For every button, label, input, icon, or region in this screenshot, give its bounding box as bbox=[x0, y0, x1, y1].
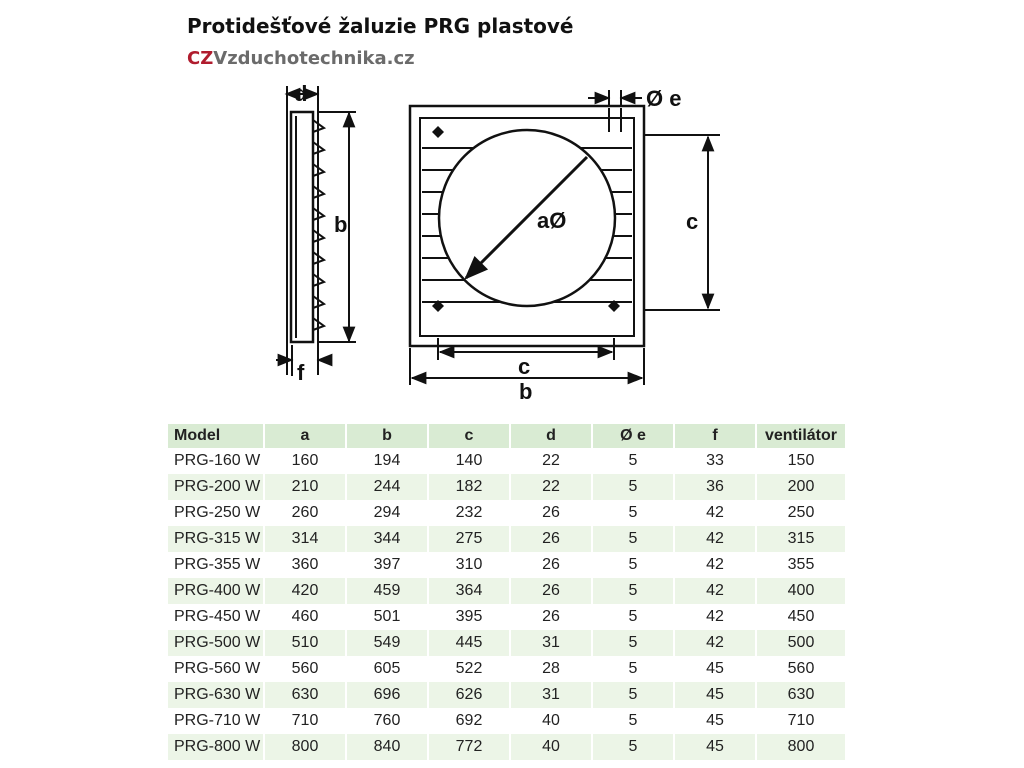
cell-e: 5 bbox=[628, 712, 638, 729]
table-row bbox=[168, 552, 845, 578]
cell-ventilator: 400 bbox=[757, 578, 845, 604]
cell-c: 364 bbox=[429, 578, 509, 604]
cell-e: 5 bbox=[593, 630, 673, 656]
cell-c: 395 bbox=[455, 608, 483, 625]
table-row bbox=[168, 604, 845, 630]
cell-f: 42 bbox=[675, 630, 755, 656]
cell-e: 5 bbox=[628, 504, 638, 521]
cell-f: 36 bbox=[675, 474, 755, 500]
cell-b: 605 bbox=[373, 660, 401, 677]
col-header-b: b bbox=[347, 424, 427, 448]
col-header-model: Model bbox=[168, 424, 263, 448]
dim-c-bottom-label: c bbox=[518, 354, 531, 379]
col-header-a: a bbox=[265, 424, 345, 448]
cell-d: 22 bbox=[511, 474, 591, 500]
cell-c: 140 bbox=[455, 452, 483, 469]
cell-c: 275 bbox=[429, 526, 509, 552]
col-header-e: Ø e bbox=[593, 424, 673, 448]
cell-a: 560 bbox=[291, 660, 319, 677]
table-row bbox=[168, 656, 845, 682]
cell-f: 42 bbox=[706, 504, 724, 521]
front-view bbox=[410, 90, 720, 385]
cell-model: PRG-315 W bbox=[168, 526, 263, 552]
cell-e: 5 bbox=[628, 660, 638, 677]
cell-ventilator: 150 bbox=[787, 452, 815, 469]
page-title: Protidešťové žaluzie PRG plastové bbox=[187, 14, 574, 38]
table-header-row bbox=[168, 424, 845, 448]
cell-f: 45 bbox=[675, 734, 755, 760]
table-row bbox=[168, 630, 845, 656]
cell-e: 5 bbox=[593, 526, 673, 552]
cell-d: 26 bbox=[542, 504, 560, 521]
cell-a: 260 bbox=[291, 504, 319, 521]
brand-name: Vzduchotechnika.cz bbox=[213, 48, 415, 69]
cell-a: 314 bbox=[265, 526, 345, 552]
cell-a: 800 bbox=[265, 734, 345, 760]
cell-f: 45 bbox=[706, 712, 724, 729]
cell-b: 294 bbox=[373, 504, 401, 521]
cell-model: PRG-400 W bbox=[168, 578, 263, 604]
cell-e: 5 bbox=[593, 682, 673, 708]
cell-d: 26 bbox=[542, 608, 560, 625]
cell-c: 692 bbox=[455, 712, 483, 729]
cell-model: PRG-800 W bbox=[168, 734, 263, 760]
table-row bbox=[168, 734, 845, 760]
cell-d: 26 bbox=[542, 556, 560, 573]
col-header-d: d bbox=[511, 424, 591, 448]
cell-e: 5 bbox=[593, 474, 673, 500]
cell-model: PRG-355 W bbox=[174, 556, 261, 573]
cell-ventilator: 200 bbox=[757, 474, 845, 500]
table-row bbox=[168, 500, 845, 526]
cell-ventilator: 800 bbox=[757, 734, 845, 760]
cell-f: 42 bbox=[675, 526, 755, 552]
cell-ventilator: 450 bbox=[787, 608, 815, 625]
cell-model: PRG-710 W bbox=[174, 712, 261, 729]
cell-model: PRG-200 W bbox=[168, 474, 263, 500]
cell-e: 5 bbox=[628, 452, 638, 469]
table-row bbox=[168, 474, 845, 500]
cell-b: 696 bbox=[347, 682, 427, 708]
cell-d: 31 bbox=[511, 682, 591, 708]
col-header-c: c bbox=[429, 424, 509, 448]
cell-d: 26 bbox=[511, 526, 591, 552]
cell-d: 40 bbox=[511, 734, 591, 760]
cell-d: 26 bbox=[511, 578, 591, 604]
cell-model: PRG-630 W bbox=[168, 682, 263, 708]
cell-model: PRG-500 W bbox=[168, 630, 263, 656]
cell-a: 360 bbox=[291, 556, 319, 573]
cell-e: 5 bbox=[628, 608, 638, 625]
cell-c: 310 bbox=[455, 556, 483, 573]
cell-b: 501 bbox=[373, 608, 401, 625]
cell-e: 5 bbox=[628, 556, 638, 573]
cell-b: 397 bbox=[373, 556, 401, 573]
table-row bbox=[168, 708, 845, 734]
dim-a-label: aØ bbox=[537, 208, 567, 233]
cell-c: 232 bbox=[455, 504, 483, 521]
cell-d: 28 bbox=[542, 660, 560, 677]
cell-b: 194 bbox=[373, 452, 401, 469]
dim-c-right-label: c bbox=[686, 209, 699, 234]
cell-a: 420 bbox=[265, 578, 345, 604]
cell-d: 40 bbox=[542, 712, 560, 729]
cell-e: 5 bbox=[593, 578, 673, 604]
dim-d-label: d bbox=[294, 81, 308, 106]
cell-a: 510 bbox=[265, 630, 345, 656]
cell-c: 182 bbox=[429, 474, 509, 500]
cell-b: 760 bbox=[373, 712, 401, 729]
col-header-f: f bbox=[675, 424, 755, 448]
brand-prefix: CZ bbox=[187, 48, 214, 69]
cell-ventilator: 355 bbox=[787, 556, 815, 573]
cell-ventilator: 500 bbox=[757, 630, 845, 656]
spec-table bbox=[166, 424, 847, 760]
cell-b: 344 bbox=[347, 526, 427, 552]
cell-b: 244 bbox=[347, 474, 427, 500]
cell-a: 210 bbox=[265, 474, 345, 500]
cell-e: 5 bbox=[593, 734, 673, 760]
cell-f: 45 bbox=[675, 682, 755, 708]
table-row bbox=[168, 448, 845, 474]
cell-f: 45 bbox=[706, 660, 724, 677]
cell-a: 710 bbox=[291, 712, 319, 729]
cell-model: PRG-450 W bbox=[174, 608, 261, 625]
cell-d: 31 bbox=[511, 630, 591, 656]
table-row bbox=[168, 682, 845, 708]
cell-c: 772 bbox=[429, 734, 509, 760]
cell-model: PRG-160 W bbox=[174, 452, 261, 469]
dim-b-side-label: b bbox=[334, 212, 348, 237]
cell-ventilator: 315 bbox=[757, 526, 845, 552]
table-row bbox=[168, 526, 845, 552]
cell-ventilator: 630 bbox=[757, 682, 845, 708]
cell-b: 549 bbox=[347, 630, 427, 656]
cell-ventilator: 710 bbox=[787, 712, 815, 729]
dim-f-label: f bbox=[297, 360, 305, 385]
cell-model: PRG-250 W bbox=[174, 504, 261, 521]
cell-ventilator: 560 bbox=[787, 660, 815, 677]
cell-d: 22 bbox=[542, 452, 560, 469]
cell-f: 42 bbox=[706, 556, 724, 573]
dim-b-bottom-label: b bbox=[519, 379, 533, 404]
cell-c: 522 bbox=[455, 660, 483, 677]
col-header-ventilator: ventilátor bbox=[757, 424, 845, 448]
cell-a: 460 bbox=[291, 608, 319, 625]
cell-f: 33 bbox=[706, 452, 724, 469]
cell-a: 630 bbox=[265, 682, 345, 708]
cell-model: PRG-560 W bbox=[174, 660, 261, 677]
cell-f: 42 bbox=[706, 608, 724, 625]
cell-c: 445 bbox=[429, 630, 509, 656]
cell-c: 626 bbox=[429, 682, 509, 708]
cell-b: 459 bbox=[347, 578, 427, 604]
cell-a: 160 bbox=[291, 452, 319, 469]
dim-e-label: Ø e bbox=[646, 86, 682, 111]
table-row bbox=[168, 578, 845, 604]
cell-b: 840 bbox=[347, 734, 427, 760]
cell-f: 42 bbox=[675, 578, 755, 604]
cell-ventilator: 250 bbox=[787, 504, 815, 521]
